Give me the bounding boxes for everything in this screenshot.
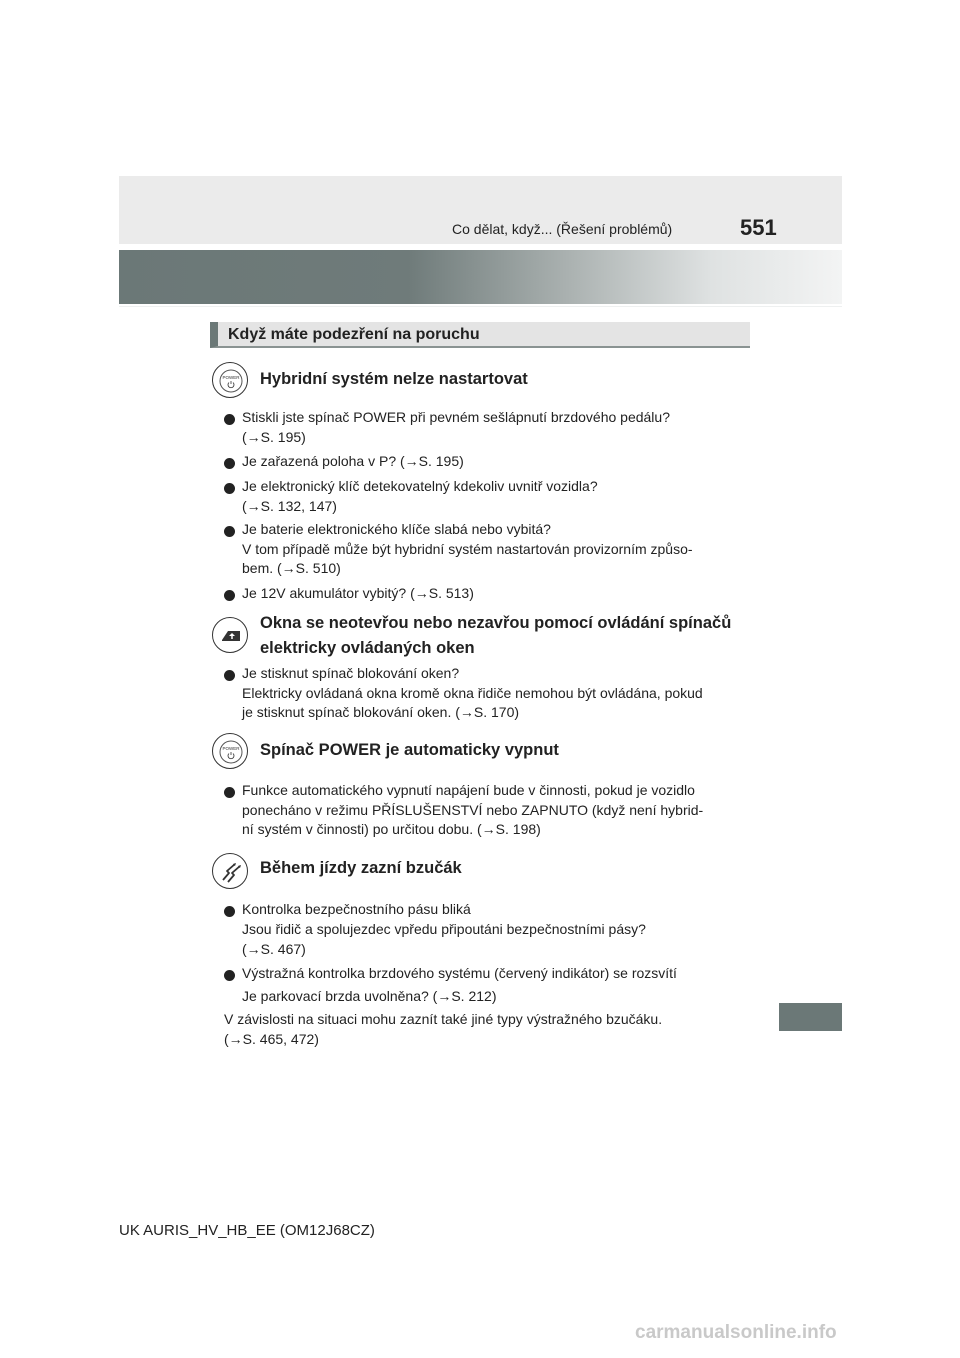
note-text: V závislosti na situaci mohu zaznít také jiné typy výstražného bzučáku. (→S. 465, 472)	[224, 1011, 663, 1047]
power-button-icon	[212, 362, 248, 398]
svg-text:POWER: POWER	[222, 746, 240, 751]
model-code: UK AURIS_HV_HB_EE (OM12J68CZ)	[119, 1222, 375, 1239]
list-item: Kontrolka bezpečnostního pásu bliká	[242, 901, 471, 917]
list-item-detail: Je parkovací brzda uvolněna? (→S. 212)	[242, 988, 497, 1004]
chapter-tab	[779, 1003, 842, 1031]
section-header	[210, 322, 750, 348]
list-item: Stiskli jste spínač POWER při pevném sešlápnutí brzdového pedálu? (→S. 195)	[242, 409, 670, 445]
buzzer-icon	[212, 853, 248, 889]
heading-windows: Okna se neotevřou nebo nezavřou pomocí ovládání spínačů elektricky ovládaných oken	[260, 614, 732, 657]
list-item: Je 12V akumulátor vybitý? (→S. 513)	[242, 585, 474, 601]
list-item: Je zařazená poloha v P? (→S. 195)	[242, 453, 464, 469]
chapter-title: Co dělat, když... (Řešení problémů)	[452, 221, 673, 237]
list-item: Je stisknut spínač blokování oken? Elektricky ovládaná okna kromě okna řidiče nemohou být ovládána, pokud je stisknut spínač blokování oken. (→S. 170)	[242, 665, 703, 720]
divider	[119, 306, 842, 307]
window-switch-icon	[212, 617, 248, 653]
page-number: 551	[740, 215, 777, 240]
chapter-banner	[119, 250, 842, 304]
list-item: Je baterie elektronického klíče slabá nebo vybitá? V tom případě může být hybridní systém nastartován provizorním způso- bem. (→S. 510)	[242, 521, 693, 576]
list-item: Je elektronický klíč detekovatelný kdekoliv uvnitř vozidla? (→S. 132, 147)	[242, 478, 598, 514]
watermark: carmanualsonline.info	[635, 1322, 837, 1343]
heading-power-off: Spínač POWER je automaticky vypnut	[260, 741, 559, 759]
power-button-icon	[212, 733, 248, 769]
heading-hybrid-start: Hybridní systém nelze nastartovat	[260, 370, 528, 388]
heading-buzzer: Během jízdy zazní bzučák	[260, 859, 462, 877]
section-title: Když máte podezření na poruchu	[228, 326, 480, 343]
list-item: Výstražná kontrolka brzdového systému (červený indikátor) se rozsvítí	[242, 965, 677, 981]
list-item-detail: Jsou řidič a spolujezdec vpředu připoutáni bezpečnostními pásy? (→S. 467)	[242, 921, 646, 957]
svg-text:POWER: POWER	[222, 375, 240, 380]
list-item: Funkce automatického vypnutí napájení bude v činnosti, pokud je vozidlo ponecháno v režimu PŘÍSLUŠENSTVÍ nebo ZAPNUTO (když není hybrid- ní systém v činnosti) po určitou dobu. (→S. 198)	[242, 782, 704, 837]
